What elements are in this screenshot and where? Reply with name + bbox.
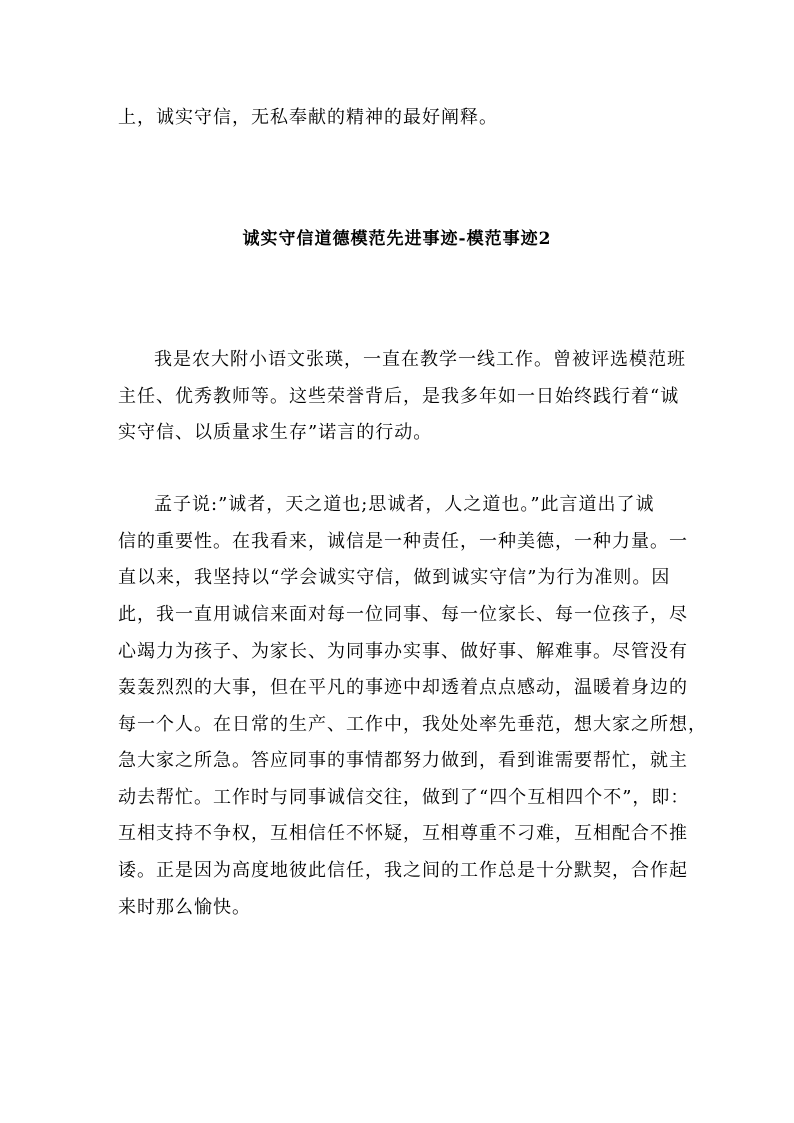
paragraph-line: 直以来，我坚持以“学会诚实守信，做到诚实守信”为行为准则。因: [118, 567, 671, 588]
paragraph-line: 每一个人。在日常的生产、工作中，我处处率先垂范，想大家之所想，: [118, 714, 707, 735]
paragraph-line: 我是农大附小语文张瑛，一直在教学一线工作。曾被评选模范班: [154, 349, 686, 370]
paragraph-line: 动去帮忙。工作时与同事诚信交往，做到了“四个互相四个不”，即：: [118, 787, 690, 808]
paragraph-line: 互相支持不争权，互相信任不怀疑，互相尊重不刁难，互相配合不推: [118, 823, 688, 844]
paragraph-line: 信的重要性。在我看来，诚信是一种责任，一种美德，一种力量。一: [118, 531, 688, 552]
paragraph-line: 诿。正是因为高度地彼此信任，我之间的工作总是十分默契，合作起: [118, 860, 688, 881]
paragraph-line: 孟子说:”诚者，天之道也;思诚者，人之道也。”此言道出了诚: [154, 494, 655, 515]
paragraph-line: 实守信、以质量求生存”诺言的行动。: [118, 422, 433, 443]
paragraph-line: 主任、优秀教师等。这些荣誉背后，是我多年如一日始终践行着“诚: [118, 386, 680, 407]
paragraph-line: 心竭力为孩子、为家长、为同事办实事、做好事、解难事。尽管没有: [118, 641, 688, 662]
carryover-text: 上，诚实守信，无私奉献的精神的最好阐释。: [118, 107, 498, 128]
paragraph-line: 急大家之所急。答应同事的事情都努力做到，看到谁需要帮忙，就主: [118, 750, 688, 771]
section-heading: 诚实守信道德模范先进事迹-模范事迹2: [242, 229, 552, 249]
paragraph-line: 来时那么愉快。: [118, 897, 251, 918]
paragraph-line: 轰轰烈烈的大事，但在平凡的事迹中却透着点点感动，温暖着身边的: [118, 677, 688, 698]
paragraph-line: 此，我一直用诚信来面对每一位同事、每一位家长、每一位孩子，尽: [118, 604, 688, 625]
